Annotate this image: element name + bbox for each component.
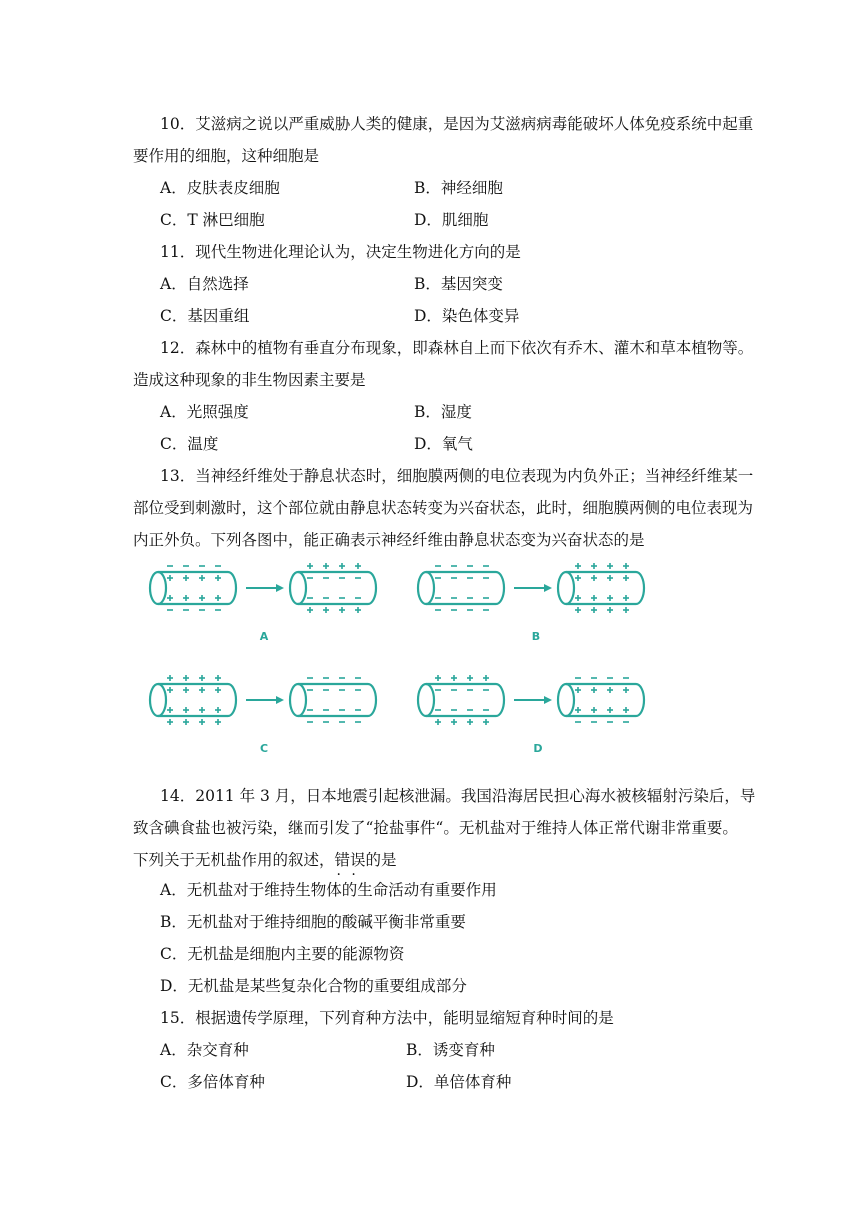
q10-option-d: D．肌细胞 bbox=[414, 211, 489, 229]
q14-option-c: C．无机盐是细胞内主要的能源物资 bbox=[160, 945, 405, 963]
figure-a-before-fiber-end bbox=[158, 572, 166, 604]
figure-d-before-fiber-end bbox=[426, 684, 434, 716]
q15-option-a: A．杂交育种 bbox=[160, 1041, 249, 1059]
q12-option-a: A．光照强度 bbox=[160, 403, 249, 421]
q13-figure-d bbox=[416, 672, 676, 762]
q10-stem-line1: 10．艾滋病之说以严重威胁人类的健康，是因为艾滋病病毒能破坏人体免疫系统中起重 bbox=[160, 115, 754, 133]
figure-a-label: A bbox=[259, 630, 269, 643]
q15-option-d: D．单倍体育种 bbox=[406, 1073, 512, 1091]
figure-c-before-fiber-end bbox=[158, 684, 166, 716]
q15-stem-line1: 15．根据遗传学原理，下列育种方法中，能明显缩短育种时间的是 bbox=[160, 1009, 614, 1027]
q12-option-c: C．温度 bbox=[160, 435, 219, 453]
q15-option-b: B．诱变育种 bbox=[406, 1041, 495, 1059]
q14-stem-line3-post: 的是 bbox=[365, 851, 397, 869]
q10-option-a: A．皮肤表皮细胞 bbox=[160, 179, 280, 197]
q10-option-c: C．T 淋巴细胞 bbox=[160, 211, 265, 229]
q10-option-b: B．神经细胞 bbox=[414, 179, 503, 197]
figure-d-label: D bbox=[533, 742, 543, 755]
q13-stem-line2: 部位受到刺激时，这个部位就由静息状态转变为兴奋状态，此时，细胞膜两侧的电位表现为 bbox=[133, 499, 754, 517]
q11-option-d: D．染色体变异 bbox=[414, 307, 520, 325]
q14-stem-line2: 致含碘食盐也被污染，继而引发了“抢盐事件“。无机盐对于维持人体正常代谢非常重要。 bbox=[133, 819, 738, 837]
figure-b-arrow-head bbox=[544, 584, 552, 592]
figure-b-before-fiber-end bbox=[426, 572, 434, 604]
figure-c-label: C bbox=[259, 742, 269, 755]
q10-stem-line2: 要作用的细胞，这种细胞是 bbox=[133, 147, 320, 165]
q14-stem-line1: 14．2011 年 3 月，日本地震引起核泄漏。我国沿海居民担心海水被核辐射污染后，导 bbox=[160, 787, 756, 805]
figure-a-arrow-head bbox=[276, 584, 284, 592]
q12-option-d: D．氧气 bbox=[414, 435, 473, 453]
figure-d-after-fiber-end bbox=[566, 684, 574, 716]
q11-stem-line1: 11．现代生物进化理论认为，决定生物进化方向的是 bbox=[160, 243, 521, 261]
figure-b-after-fiber-end bbox=[566, 572, 574, 604]
q14-stem-line3-pre: 下列关于无机盐作用的叙述， bbox=[133, 851, 335, 869]
q13-figure-c bbox=[148, 672, 408, 762]
q14-option-b: B．无机盐对于维持细胞的酸碱平衡非常重要 bbox=[160, 913, 466, 931]
q11-option-a: A．自然选择 bbox=[160, 275, 249, 293]
q13-stem-line1: 13．当神经纤维处于静息状态时，细胞膜两侧的电位表现为内负外正；当神经纤维某一 bbox=[160, 467, 754, 485]
q13-stem-line3: 内正外负。下列各图中，能正确表示神经纤维由静息状态变为兴奋状态的是 bbox=[133, 531, 645, 549]
figure-a-after-fiber-end bbox=[298, 572, 306, 604]
q11-option-c: C．基因重组 bbox=[160, 307, 250, 325]
figure-c-arrow-head bbox=[276, 696, 284, 704]
q12-stem-line1: 12．森林中的植物有垂直分布现象，即森林自上而下依次有乔木、灌木和草本植物等。 bbox=[160, 339, 754, 357]
q13-figure-a bbox=[148, 560, 408, 650]
q14-option-a: A．无机盐对于维持生物体的生命活动有重要作用 bbox=[160, 881, 497, 899]
q13-figure-b bbox=[416, 560, 676, 650]
q12-option-b: B．湿度 bbox=[414, 403, 472, 421]
q15-option-c: C．多倍体育种 bbox=[160, 1073, 265, 1091]
q14-stem-line3 bbox=[133, 850, 397, 870]
q12-stem-line2: 造成这种现象的非生物因素主要是 bbox=[133, 371, 366, 389]
q14-option-d: D．无机盐是某些复杂化合物的重要组成部分 bbox=[160, 977, 467, 995]
figure-c-after-fiber-end bbox=[298, 684, 306, 716]
q11-option-b: B．基因突变 bbox=[414, 275, 503, 293]
q14-emphasis-wrong: 错误 · · bbox=[335, 851, 366, 869]
figure-b-label: B bbox=[531, 630, 541, 643]
figure-d-arrow-head bbox=[544, 696, 552, 704]
